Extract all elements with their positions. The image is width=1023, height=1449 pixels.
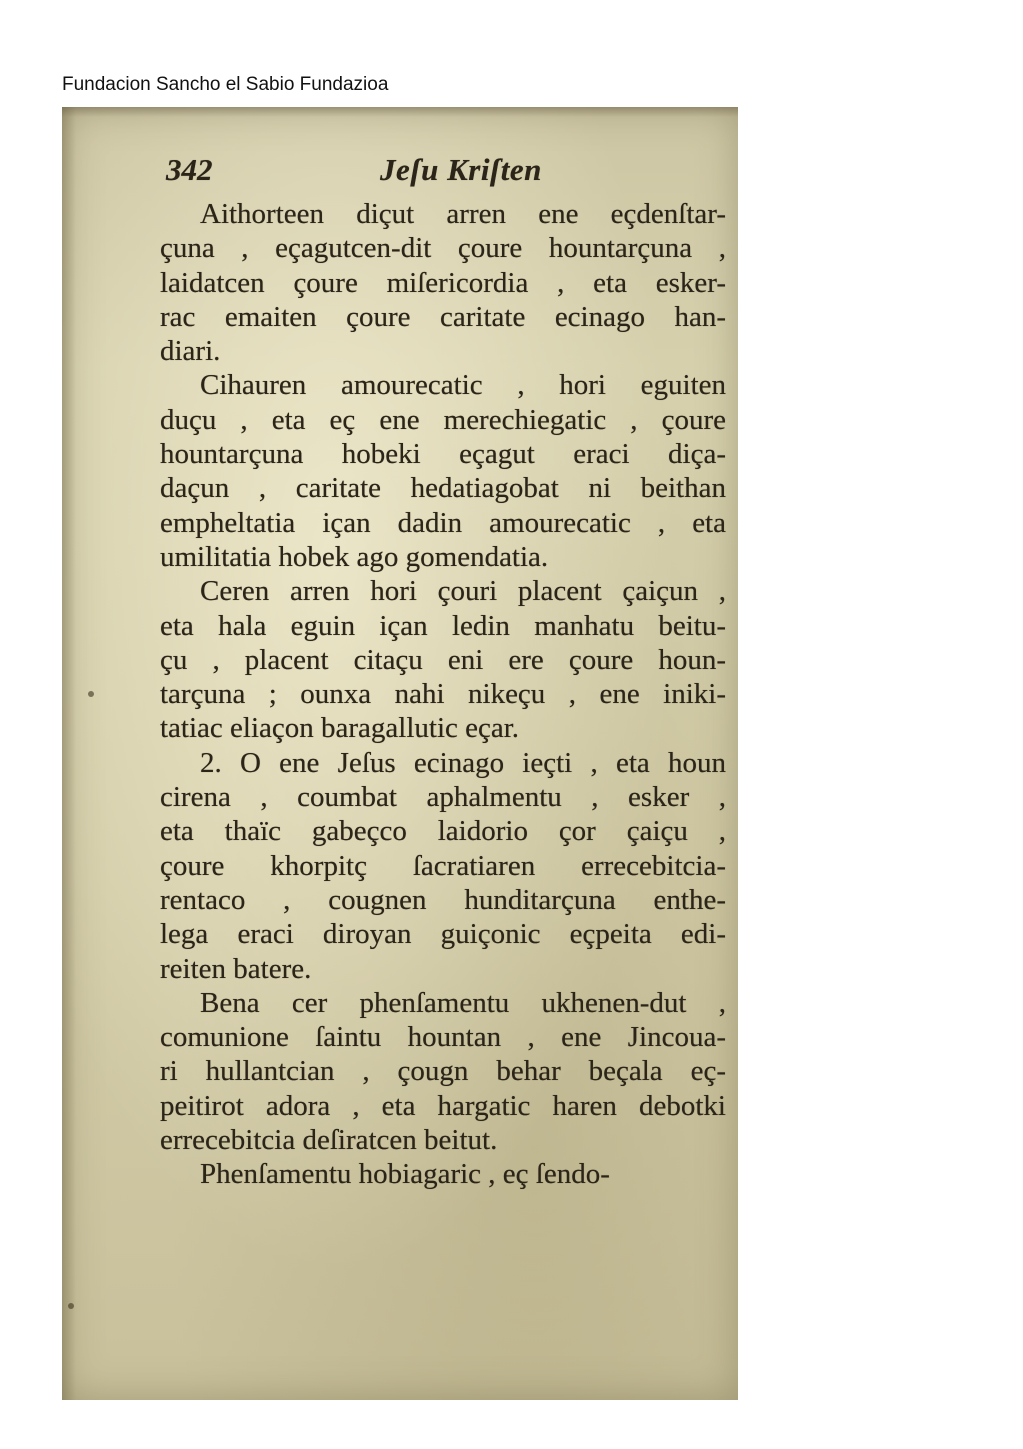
- page-number: 342: [166, 152, 213, 187]
- ink-speck: [68, 1303, 74, 1309]
- page-text: [160, 153, 726, 1192]
- running-head: [160, 153, 726, 197]
- scanned-page: [62, 107, 738, 1400]
- page-edge-shadow: [62, 107, 738, 117]
- text-line: Aithorteen diçut arren ene eçdenſtar-: [200, 198, 726, 230]
- text-line: hountarçuna hobeki eçagut eraci diça-: [160, 438, 726, 471]
- text-line: tatiac eliaçon baragallutic eçar.: [160, 712, 520, 745]
- text-line: çuna , eçagutcen-dit çoure hountarçuna ,: [160, 232, 726, 265]
- text-line: comunione ſaintu hountan , ene Jincoua-: [160, 1021, 726, 1054]
- text-line: rac emaiten çoure caritate ecinago han-: [160, 300, 726, 333]
- text-line: Phenſamentu hobiagaric , eç ſendo-: [200, 1158, 610, 1191]
- text-line: lega eraci diroyan guiçonic eçpeita edi-: [160, 918, 726, 951]
- text-line: Bena cer phenſamentu ukhenen-dut ,: [200, 986, 726, 1019]
- page-binding-shadow: [62, 107, 76, 1400]
- text-line: Cihauren amourecatic , hori eguiten: [200, 369, 726, 402]
- text-line: Ceren arren hori çouri placent çaiçun ,: [200, 575, 726, 608]
- text-line: cirena , coumbat aphalmentu , esker ,: [160, 781, 726, 814]
- text-line: ri hullantcian , çougn behar beçala eç-: [160, 1055, 726, 1088]
- text-line: daçun , caritate hedatiagobat ni beithan: [160, 472, 726, 505]
- running-title: Jeſu Kriſten: [380, 152, 542, 187]
- text-line: errecebitcia deſiratcen beitut.: [160, 1124, 498, 1157]
- text-line: eta thaïc gabeçco laidorio çor çaiçu ,: [160, 815, 726, 848]
- archive-header: Fundacion Sancho el Sabio Fundazioa: [62, 74, 389, 95]
- text-line: rentaco , cougnen hunditarçuna enthe-: [160, 883, 726, 916]
- text-line: duçu , eta eç ene merechiegatic , çoure: [160, 403, 726, 436]
- text-line: reiten batere.: [160, 952, 312, 985]
- text-line: çu , placent citaçu eni ere çoure houn-: [160, 643, 726, 676]
- text-line: diari.: [160, 335, 221, 368]
- text-line: peitirot adora , eta hargatic haren debotki: [160, 1089, 726, 1122]
- text-line: çoure khorpitç ſacratiaren errecebitcia-: [160, 849, 726, 882]
- text-line: 2. O ene Jeſus ecinago ieçti , eta houn: [200, 746, 726, 779]
- text-line: empheltatia içan dadin amourecatic , eta: [160, 506, 726, 539]
- text-line: tarçuna ; ounxa nahi nikeçu , ene iniki-: [160, 678, 726, 711]
- text-line: eta hala eguin içan ledin manhatu beitu-: [160, 609, 726, 642]
- ink-speck: [88, 691, 94, 697]
- text-line: laidatcen çoure miſericordia , eta esker-: [160, 266, 726, 299]
- text-line: umilitatia hobek ago gomendatia.: [160, 540, 549, 573]
